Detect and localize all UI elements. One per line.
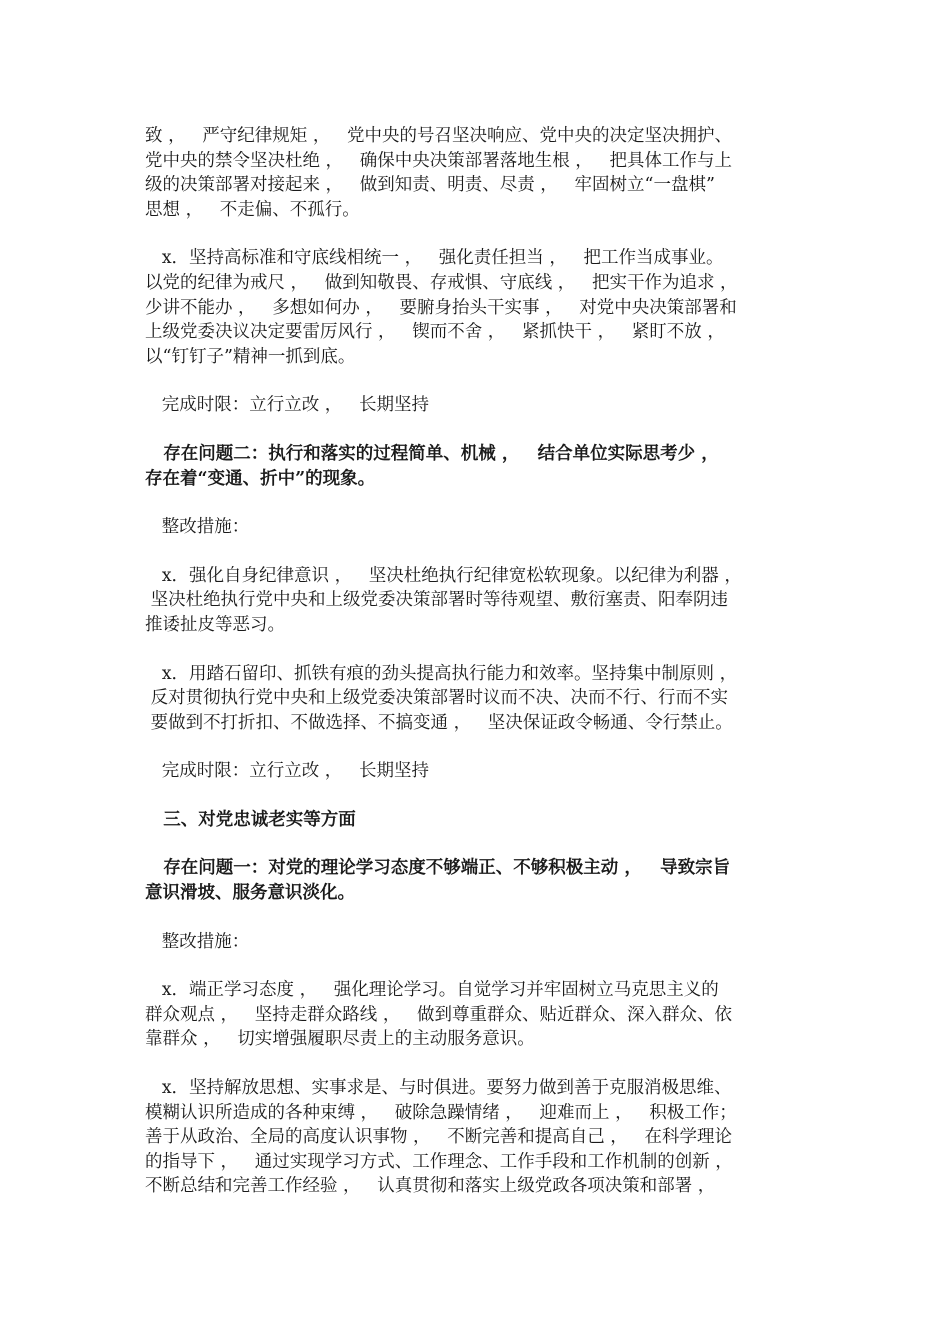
- paragraph-spacer: [145, 735, 810, 759]
- text-line: x．强化自身纪律意识 ， 坚决杜绝执行纪律宽松软现象。以纪律为利器 ，: [145, 565, 742, 586]
- bold-paragraph: [145, 808, 810, 833]
- document-body: [145, 124, 810, 1199]
- text-line: 意识滑坡、服务意识淡化。: [145, 883, 355, 904]
- paragraph: [145, 930, 810, 955]
- paragraph-spacer: [145, 638, 810, 662]
- text-line: 善于从政治、全局的高度认识事物 ， 不断完善和提高自己 ， 在科学理论: [145, 1127, 732, 1148]
- paragraph-spacer: [145, 491, 810, 515]
- text-line: 整改措施：: [145, 931, 250, 952]
- bold-paragraph: [145, 856, 810, 905]
- text-line: 存在着“变通、折中”的现象。: [145, 468, 376, 489]
- text-line: x．用踏石留印、抓铁有痕的劲头提高执行能力和效率。坚持集中制原则 ，: [145, 663, 738, 684]
- text-line: x．坚持高标准和守底线相统一 ， 强化责任担当 ， 把工作当成事业。: [145, 248, 724, 269]
- text-line: 少讲不能办 ， 多想如何办 ， 要腑身抬头干实事 ， 对党中央决策部署和: [145, 297, 737, 318]
- text-line: x．坚持解放思想、实事求是、与时俱进。要努力做到善于克服消极思维、: [145, 1078, 732, 1099]
- text-line: 反对贯彻执行党中央和上级党委决策部署时议而不决、决而不行、行而不实: [145, 688, 729, 709]
- text-line: 党中央的禁令坚决杜绝 ， 确保中央决策部署落地生根 ， 把具体工作与上: [145, 150, 732, 171]
- paragraph: [145, 1076, 810, 1199]
- text-line: 坚决杜绝执行党中央和上级党委决策部署时等待观望、敷衍塞责、阳奉阴违: [145, 590, 729, 611]
- text-line: 靠群众 ， 切实增强履职尽责上的主动服务意识。: [145, 1029, 535, 1050]
- text-line: 上级党委决议决定要雷厉风行 ， 锲而不舍 ， 紧抓快干 ， 紧盯不放 ，: [145, 322, 725, 343]
- text-line: 要做到不打折扣、不做选择、不搞变通 ， 坚决保证政令畅通、令行禁止。: [145, 712, 733, 733]
- bold-paragraph: [145, 442, 810, 491]
- paragraph: [145, 759, 810, 784]
- text-line: 的指导下 ， 通过实现学习方式、工作理念、工作手段和工作机制的创新 ，: [145, 1151, 733, 1172]
- text-line: 完成时限：立行立改 ， 长期坚持: [145, 761, 429, 782]
- text-line: 存在问题二：执行和落实的过程简单、机械 ， 结合单位实际思考少 ，: [145, 443, 719, 464]
- paragraph: [145, 662, 810, 736]
- paragraph: [145, 124, 810, 222]
- paragraph-spacer: [145, 1052, 810, 1076]
- text-line: 三、对党忠诚老实等方面: [145, 809, 356, 830]
- paragraph-spacer: [145, 540, 810, 564]
- text-line: 级的决策部署对接起来 ， 做到知责、明责、尽责 ， 牢固树立“一盘棋”: [145, 175, 715, 196]
- text-line: 群众观点 ， 坚持走群众路线 ， 做到尊重群众、贴近群众、深入群众、依: [145, 1004, 732, 1025]
- paragraph-spacer: [145, 418, 810, 442]
- paragraph-spacer: [145, 369, 810, 393]
- paragraph-spacer: [145, 832, 810, 856]
- paragraph: [145, 515, 810, 540]
- text-line: 以“钉钉子”精神一抓到底。: [145, 346, 356, 367]
- paragraph-spacer: [145, 954, 810, 978]
- text-line: 思想 ， 不走偏、不孤行。: [145, 199, 360, 220]
- paragraph-spacer: [145, 784, 810, 808]
- paragraph: [145, 564, 810, 638]
- text-line: 推诿扯皮等恶习。: [145, 614, 285, 635]
- paragraph: [145, 393, 810, 418]
- paragraph: [145, 246, 810, 369]
- text-line: 致 ， 严守纪律规矩 ， 党中央的号召坚决响应、党中央的决定坚决拥护、: [145, 126, 732, 146]
- text-line: x．端正学习态度 ， 强化理论学习。自觉学习并牢固树立马克思主义的: [145, 980, 719, 1001]
- text-line: 不断总结和完善工作经验 ， 认真贯彻和落实上级党政各项决策和部署 ，: [145, 1176, 716, 1197]
- text-line: 以党的纪律为戒尺 ， 做到知敬畏、存戒惧、守底线 ， 把实干作为追求 ，: [145, 272, 738, 293]
- text-line: 整改措施：: [145, 517, 250, 538]
- text-line: 存在问题一：对党的理论学习态度不够端正、不够积极主动 ， 导致宗旨: [145, 858, 731, 879]
- text-line: 完成时限：立行立改 ， 长期坚持: [145, 395, 429, 416]
- text-line: 模糊认识所造成的各种束缚 ， 破除急躁情绪 ， 迎难而上 ， 积极工作；: [145, 1102, 737, 1123]
- paragraph-spacer: [145, 222, 810, 246]
- paragraph-spacer: [145, 906, 810, 930]
- paragraph: [145, 978, 810, 1052]
